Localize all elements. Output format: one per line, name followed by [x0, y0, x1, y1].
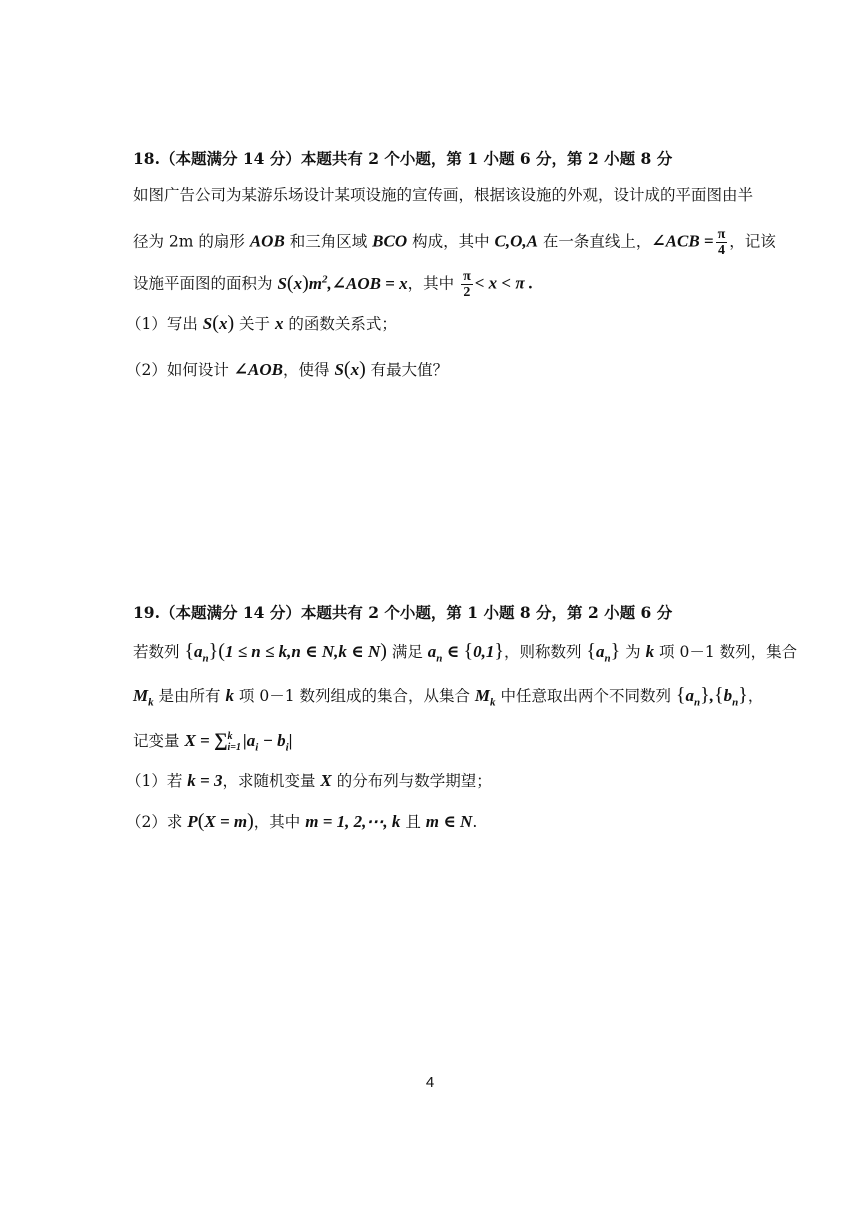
text: 设施平面图的面积为 — [133, 274, 278, 293]
math-x: x — [274, 314, 284, 333]
math-bco: BCO — [372, 231, 408, 251]
math-angle-aob: ∠AOB — [233, 360, 283, 379]
q18-heading: 18.（本题满分 14 分）本题共有 2 个小题，第 1 小题 6 分，第 2 小题 8 分 — [133, 149, 673, 168]
text: 的函数关系式； — [283, 315, 397, 333]
math-k-eq-3: k = 3 — [187, 771, 223, 790]
text: 为 — [620, 643, 646, 661]
q19-line-3 — [133, 730, 740, 758]
math-m-values: m = 1, 2,⋯, k — [305, 812, 401, 831]
math-x: X — [320, 771, 332, 790]
text: ，使得 — [283, 361, 335, 379]
math-mk: $M_k$ — [133, 686, 154, 709]
math-coa: C,O,A — [494, 231, 538, 251]
text: 项 0－1 数列组成的集合，从集合 — [233, 687, 475, 705]
math-seq-an: $\{a_n\}(1 \le n \le k,n$ ∈ N,k ∈ N) — [184, 640, 387, 665]
text: （2）如何设计 — [126, 361, 234, 379]
math-angle-acb: ∠ACB = — [651, 231, 714, 251]
math-sx: S(x) — [334, 358, 366, 380]
text: 满足 — [386, 643, 428, 661]
text: 中任意取出两个不同数列 — [495, 687, 676, 705]
page-number: 4 — [425, 1074, 435, 1091]
math-m-in-n: m ∈ N — [425, 812, 473, 831]
text: （2）求 — [126, 813, 188, 831]
math-sx: S(x) — [202, 312, 235, 334]
text: 在一条直线上， — [537, 232, 652, 251]
text: 且 — [400, 813, 426, 831]
text: ，则称数列 — [503, 643, 587, 661]
q18-line-2 — [133, 227, 776, 258]
text: . — [472, 813, 478, 831]
text: 是由所有 — [153, 687, 226, 705]
q18-part-1 — [126, 312, 740, 335]
text: ， — [747, 687, 764, 705]
fraction-pi-over-4: $\frac{\pi}{4}$ — [717, 227, 726, 258]
text: （1）写出 — [126, 315, 203, 333]
text: 和三角区域 — [284, 232, 373, 251]
math-k: k — [645, 642, 655, 661]
math-k: k — [225, 686, 234, 705]
text: ，其中 — [407, 274, 460, 293]
q19-part-2 — [126, 810, 740, 833]
math-area-def: $S(x)m^2,\angle AOB = x$ — [277, 271, 408, 294]
fraction-pi-over-2: $\frac{\pi}{2}$ — [463, 269, 471, 301]
text: 有最大值？ — [365, 361, 449, 379]
text: 的分布列与数学期望； — [331, 772, 492, 790]
q18-line-3 — [133, 268, 740, 300]
math-an: $\{a_n\}$ — [586, 640, 621, 665]
text: 记变量 — [133, 732, 185, 750]
q19-part-1 — [126, 770, 740, 792]
text: 径为 2m 的扇形 — [133, 232, 250, 251]
q19-line-1 — [133, 640, 798, 669]
math-an-in-set: $a_n$ ∈ {0,1} — [427, 640, 504, 665]
text: 关于 — [234, 315, 275, 333]
math-range: < x < π . — [474, 273, 534, 293]
math-x-sum: X = ∑ k i=1 $|a_i - b_i|$ — [184, 730, 293, 754]
math-aob: AOB — [249, 231, 285, 251]
q18-part-2 — [126, 358, 740, 381]
text: 构成，其中 — [407, 232, 495, 251]
math-p-x-eq-m: P(X = m) — [187, 810, 254, 832]
math-mk: $M_k$ — [474, 686, 496, 709]
text: 若数列 — [133, 643, 185, 661]
q19-heading: 19.（本题满分 14 分）本题共有 2 个小题，第 1 小题 8 分，第 2 小题 6 分 — [133, 603, 673, 622]
text: ，求随机变量 — [222, 772, 321, 790]
text: ，记该 — [729, 232, 776, 251]
math-an-bn: $\{a_n\},\{b_n\}$ — [675, 684, 748, 709]
text: ，其中 — [253, 813, 306, 831]
text: （1）若 — [126, 772, 188, 790]
q18-line-1: 如图广告公司为某游乐场设计某项设施的宣传画，根据该设施的外观，设计成的平面图由半 — [133, 186, 754, 204]
text: 项 0－1 数列，集合 — [654, 643, 798, 661]
q19-line-2 — [133, 684, 764, 713]
